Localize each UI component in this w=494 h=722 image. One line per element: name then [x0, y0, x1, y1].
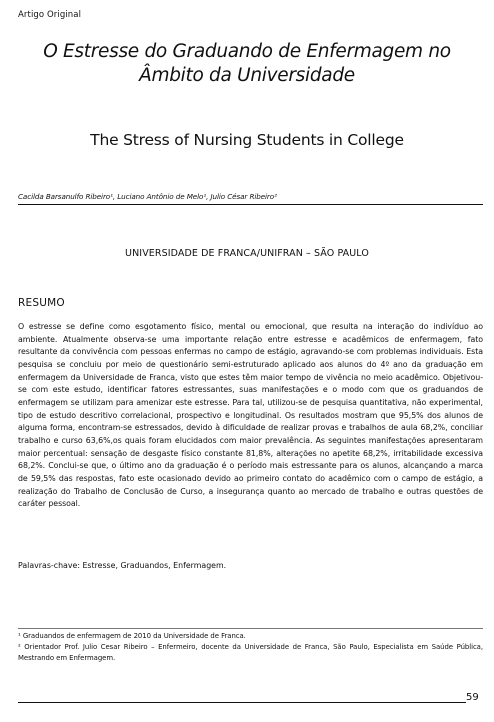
authors-divider [18, 204, 483, 205]
footnotes [18, 631, 483, 663]
footnote-2: ² Orientador Prof. Julio Cesar Ribeiro – Enfermeiro, docente da Universidade de Franca, São Paulo, Especialista em Saúde Pública, Mestrando em Enfermagem. [18, 642, 483, 662]
section-tag: Artigo Original [18, 10, 82, 20]
page-footer-rule [18, 702, 466, 703]
keywords-value: Estresse, Graduandos, Enfermagem. [82, 561, 227, 570]
title-portuguese [20, 40, 474, 88]
keywords-label: Palavras-chave: [18, 561, 80, 570]
footnote-1: ¹ Graduandos de enfermagem de 2010 da Universidade de Franca. [18, 632, 246, 640]
abstract-body: O estresse se define como esgotamento físico, mental ou emocional, que resulta na interação do indivíduo ao ambiente. Atualmente observa-se uma importante relação entre estresse e acadêmicos de enfermagem, fato resultante da convivência com pessoas enfermas no campo de estágio, agravando-se com problemas individuais. Esta pesquisa se concluiu por meio de questionário semi-estruturado aplicado aos alunos do 4º ano da graduação em enfermagem da Universidade de Franca, visto que estes têm maior tempo de vivência no meio acadêmico. Objetivou-se com este estudo, identificar fatores estressantes, suas manifestações e o modo com que os graduandos de enfermagem se utilizam para amenizar este estresse. Para tal, utilizou-se de pesquisa quantitativa, não experimental, tipo de estudo descritivo correlacional, prospectivo e longitudinal. Os resultados mostram que 95,5% dos alunos de alguma forma, encontram-se estressados, devido à dificuldade de realizar provas e trabalhos de aula 68,2%, conciliar trabalho e curso 63,6%,os quais foram elucidados com maior prevalência. As seguintes manifestações apresentaram maior percentual: sensação de desgaste físico constante 81,8%, alterações no apetite 68,2%, irritabilidade excessiva 68,2%. Conclui-se que, o último ano da graduação é o período mais estressante para os alunos, alcançando a marca de 59,5% das respostas, fato este ocasionado devido ao primeiro contato do acadêmico com o campo de estágio, a realização do Trabalho de Conclusão de Curso, a insegurança quanto ao mercado de trabalho e outras questões de caráter pessoal. [18, 322, 483, 509]
page-number: 59 [466, 692, 479, 703]
author-list: Cacilda Barsanulfo Ribeiro¹, Luciano Antônio de Melo¹, Julio César Ribeiro² [18, 192, 277, 201]
institution: UNIVERSIDADE DE FRANCA/UNIFRAN – SÃO PAULO [125, 248, 369, 259]
footnote-divider [18, 628, 483, 629]
abstract-heading: RESUMO [18, 297, 65, 309]
title-portuguese-line-1: O Estresse do Graduando de Enfermagem no [43, 41, 451, 62]
keywords-line [18, 560, 483, 573]
title-portuguese-line-2: Âmbito da Universidade [139, 65, 355, 86]
title-english: The Stress of Nursing Students in College [90, 131, 404, 149]
